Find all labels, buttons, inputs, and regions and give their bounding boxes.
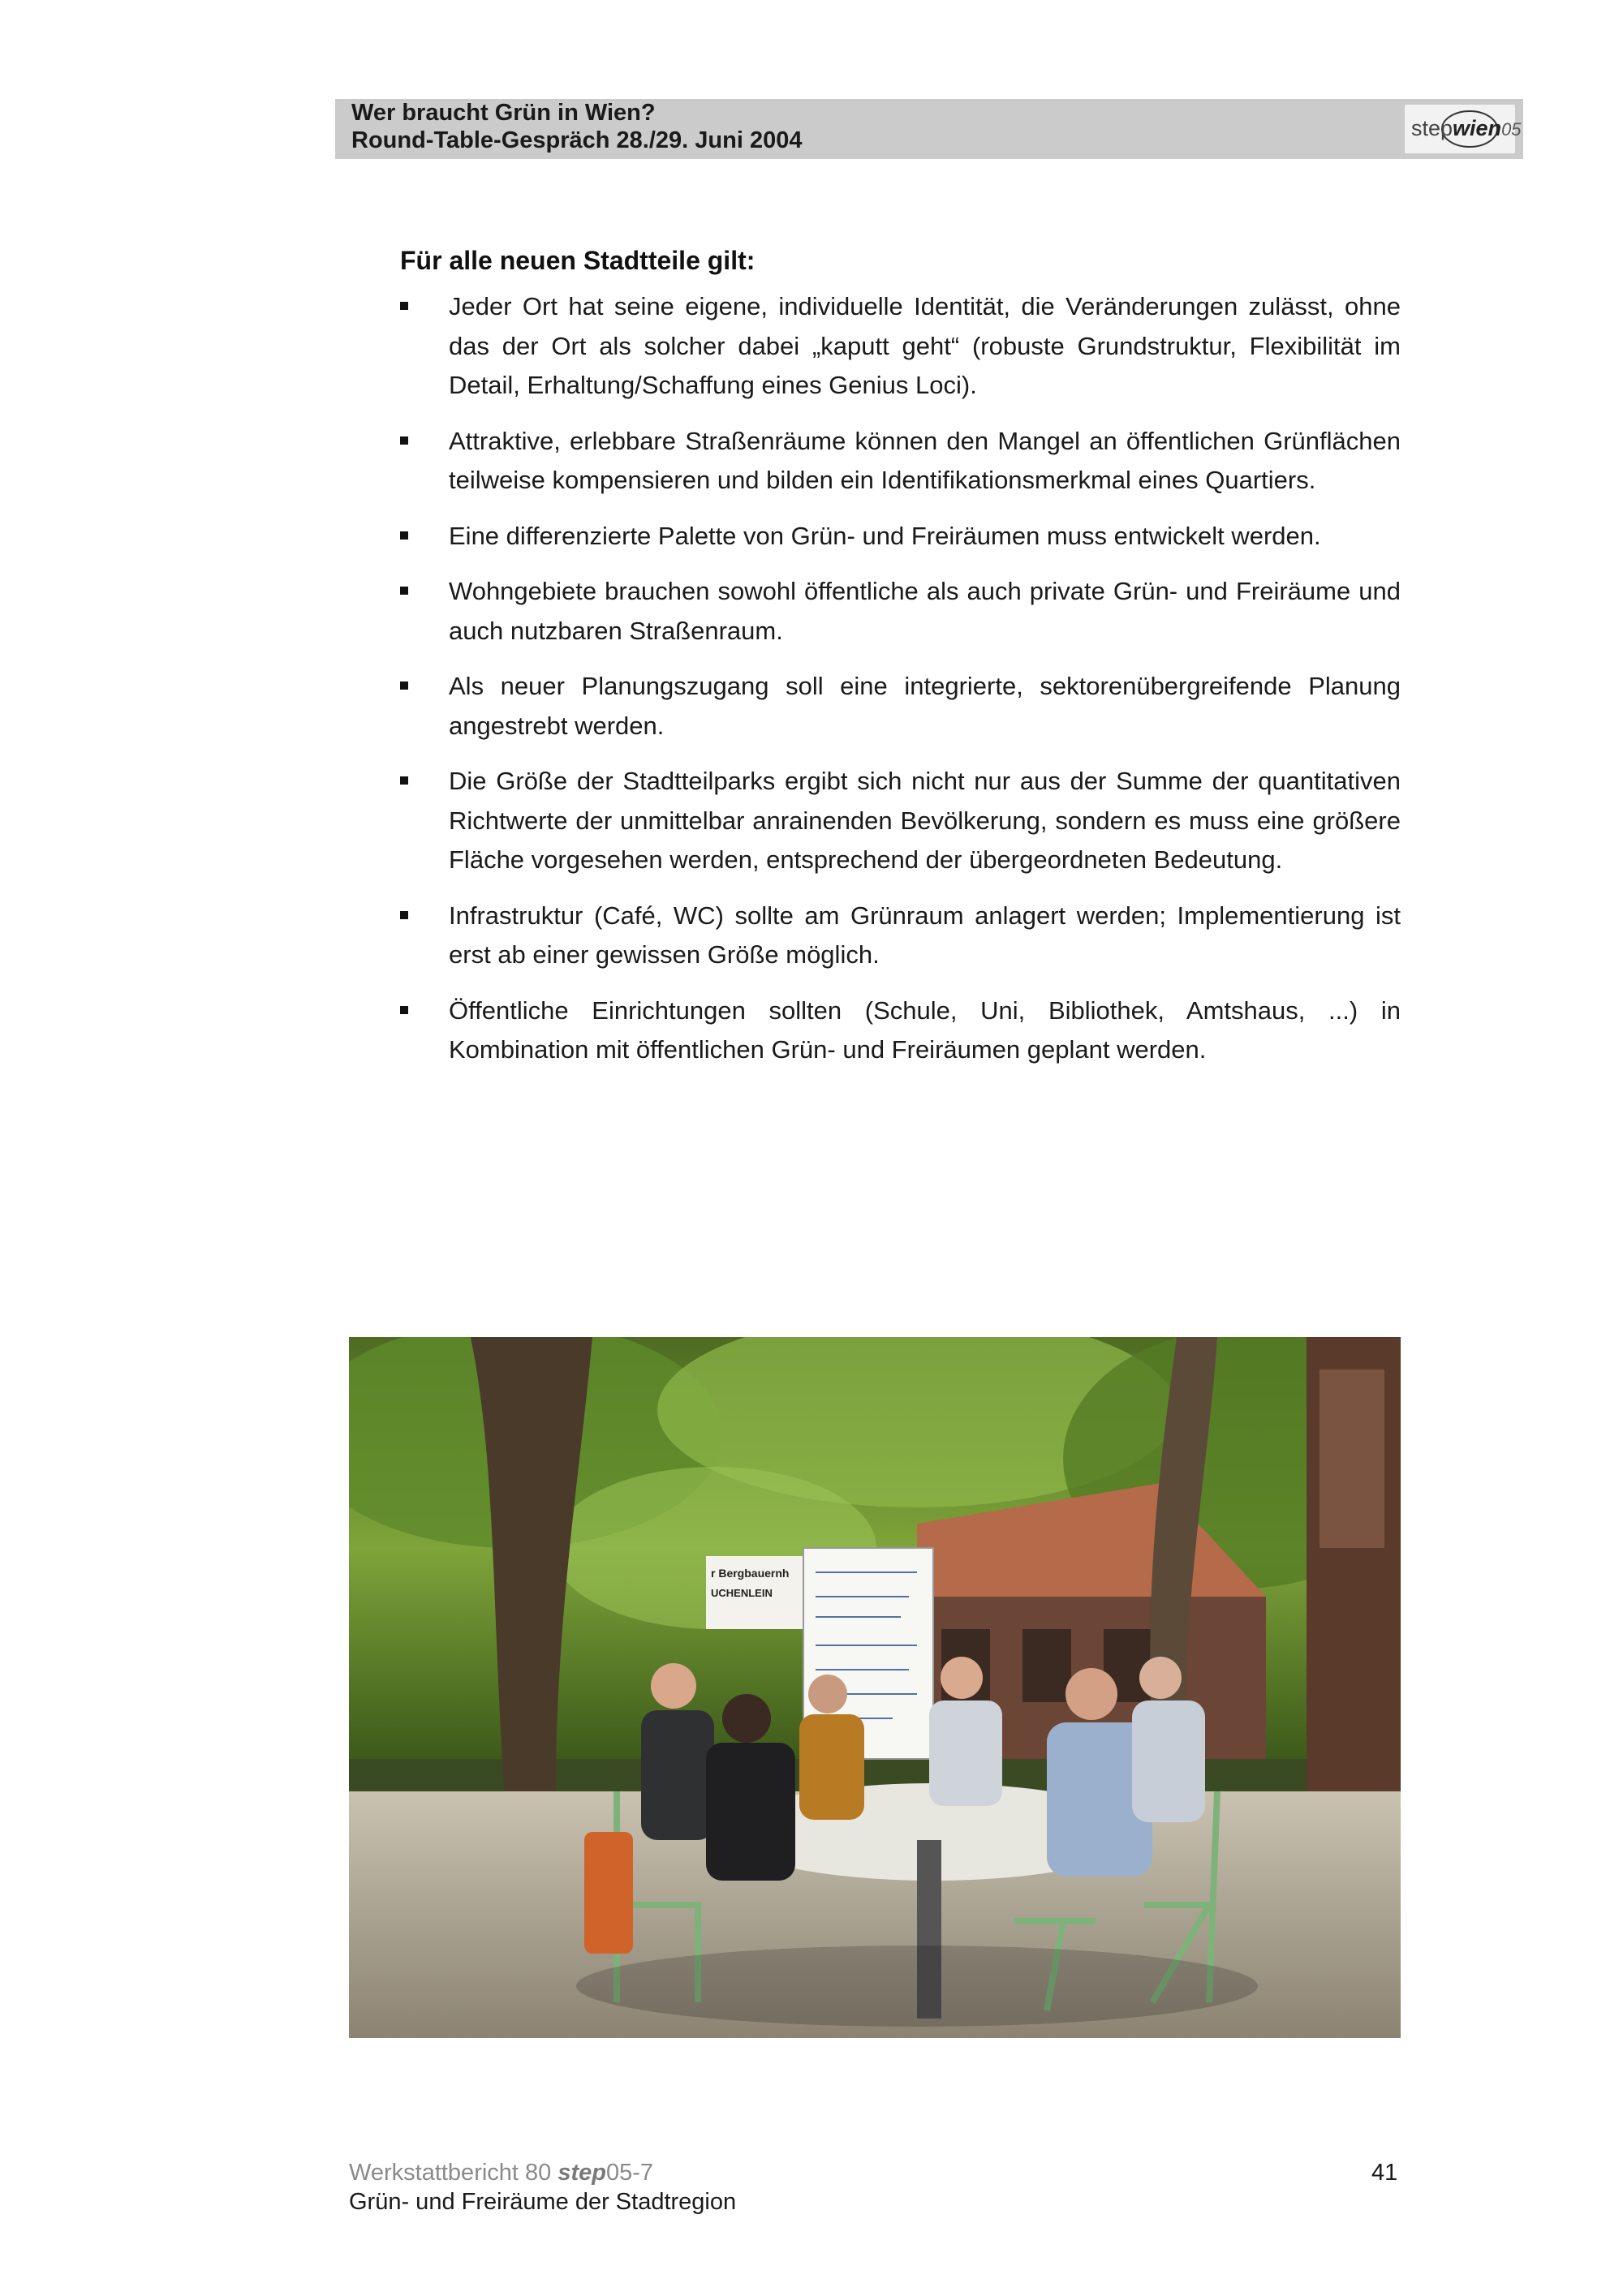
footer-report-prefix: Werkstattbericht 80 xyxy=(349,2160,558,2186)
bullet-text: Wohngebiete brauchen sowohl öffentliche als auch private Grün- und Freiräume und auch nutzbaren Straßenraum. xyxy=(449,577,1401,645)
section-title: Für alle neuen Stadtteile gilt: xyxy=(400,246,756,275)
square-bullet-icon xyxy=(400,302,408,310)
sign-text: r Bergbauernh xyxy=(711,1567,790,1580)
footer-report xyxy=(349,2158,736,2187)
square-bullet-icon xyxy=(400,587,408,595)
bullet-text: Öffentliche Einrichtungen sollten (Schule, Uni, Bibliothek, Amtshaus, ...) in Kombination mit öffentlichen Grün- und Freiräumen geplant werden. xyxy=(449,995,1401,1064)
bullet-text: Attraktive, erlebbare Straßenräume können den Mangel an öffentlichen Grünflächen teilweise kompensieren und bilden ein Identifikationsmerkmal eines Quartiers. xyxy=(449,426,1401,494)
square-bullet-icon xyxy=(400,776,408,785)
header-title: Wer braucht Grün in Wien? xyxy=(351,100,656,126)
square-bullet-icon xyxy=(400,531,408,540)
bullet-item xyxy=(400,517,1401,557)
bullet-item xyxy=(400,572,1401,651)
header-subtitle: Round-Table-Gespräch 28./29. Juni 2004 xyxy=(351,127,803,153)
square-bullet-icon xyxy=(400,911,408,919)
bullet-item xyxy=(400,896,1401,975)
page-number: 41 xyxy=(1371,2160,1398,2186)
bullet-item xyxy=(400,991,1401,1070)
footer-report-suffix: 05-7 xyxy=(606,2160,654,2186)
bullet-item xyxy=(400,287,1401,406)
square-bullet-icon xyxy=(400,436,408,445)
bullet-text: Eine differenzierte Palette von Grün- und Freiräumen muss entwickelt werden. xyxy=(449,521,1321,550)
bullet-list xyxy=(400,287,1401,1070)
bullet-item xyxy=(400,762,1401,880)
logo-suffix: 05 xyxy=(1501,119,1522,140)
page-footer xyxy=(349,2158,736,2216)
main-content xyxy=(400,243,1401,1086)
footer-subtitle: Grün- und Freiräume der Stadtregion xyxy=(349,2189,737,2215)
logo-text xyxy=(1411,116,1522,141)
logo-prefix: step xyxy=(1411,116,1453,140)
garden-photo-illustration xyxy=(349,1337,1401,2038)
stepwien-logo xyxy=(1405,105,1522,153)
page-header xyxy=(335,99,1523,159)
sign-text-2: UCHENLEIN xyxy=(711,1587,773,1599)
round-table-photo xyxy=(349,1337,1401,2038)
square-bullet-icon xyxy=(400,1006,408,1014)
bullet-text: Als neuer Planungszugang soll eine integrierte, sektorenübergreifende Planung angestrebt werden. xyxy=(449,672,1401,740)
logo-brand: wien xyxy=(1453,116,1502,140)
bullet-text: Die Größe der Stadtteilparks ergibt sich nicht nur aus der Summe der quantitativen Richtwerte der unmittelbar anrainenden Bevölkerung, sondern es muss eine größere Fläche vorgesehen werden, entsprechend der übergeordneten Bedeutung. xyxy=(449,767,1401,874)
bullet-text: Jeder Ort hat seine eigene, individuelle Identität, die Veränderungen zulässt, ohne das der Ort als solcher dabei „kaputt geht“ (robuste Grundstruktur, Flexibilität im Detail, Erhaltung/Schaffung eines Genius Loci). xyxy=(449,292,1401,399)
footer-report-step: step xyxy=(558,2160,606,2186)
bullet-item xyxy=(400,422,1401,501)
bullet-text: Infrastruktur (Café, WC) sollte am Grünraum anlagert werden; Implementierung ist erst ab einer gewissen Größe möglich. xyxy=(449,901,1401,969)
square-bullet-icon xyxy=(400,681,408,690)
bullet-item xyxy=(400,667,1401,746)
